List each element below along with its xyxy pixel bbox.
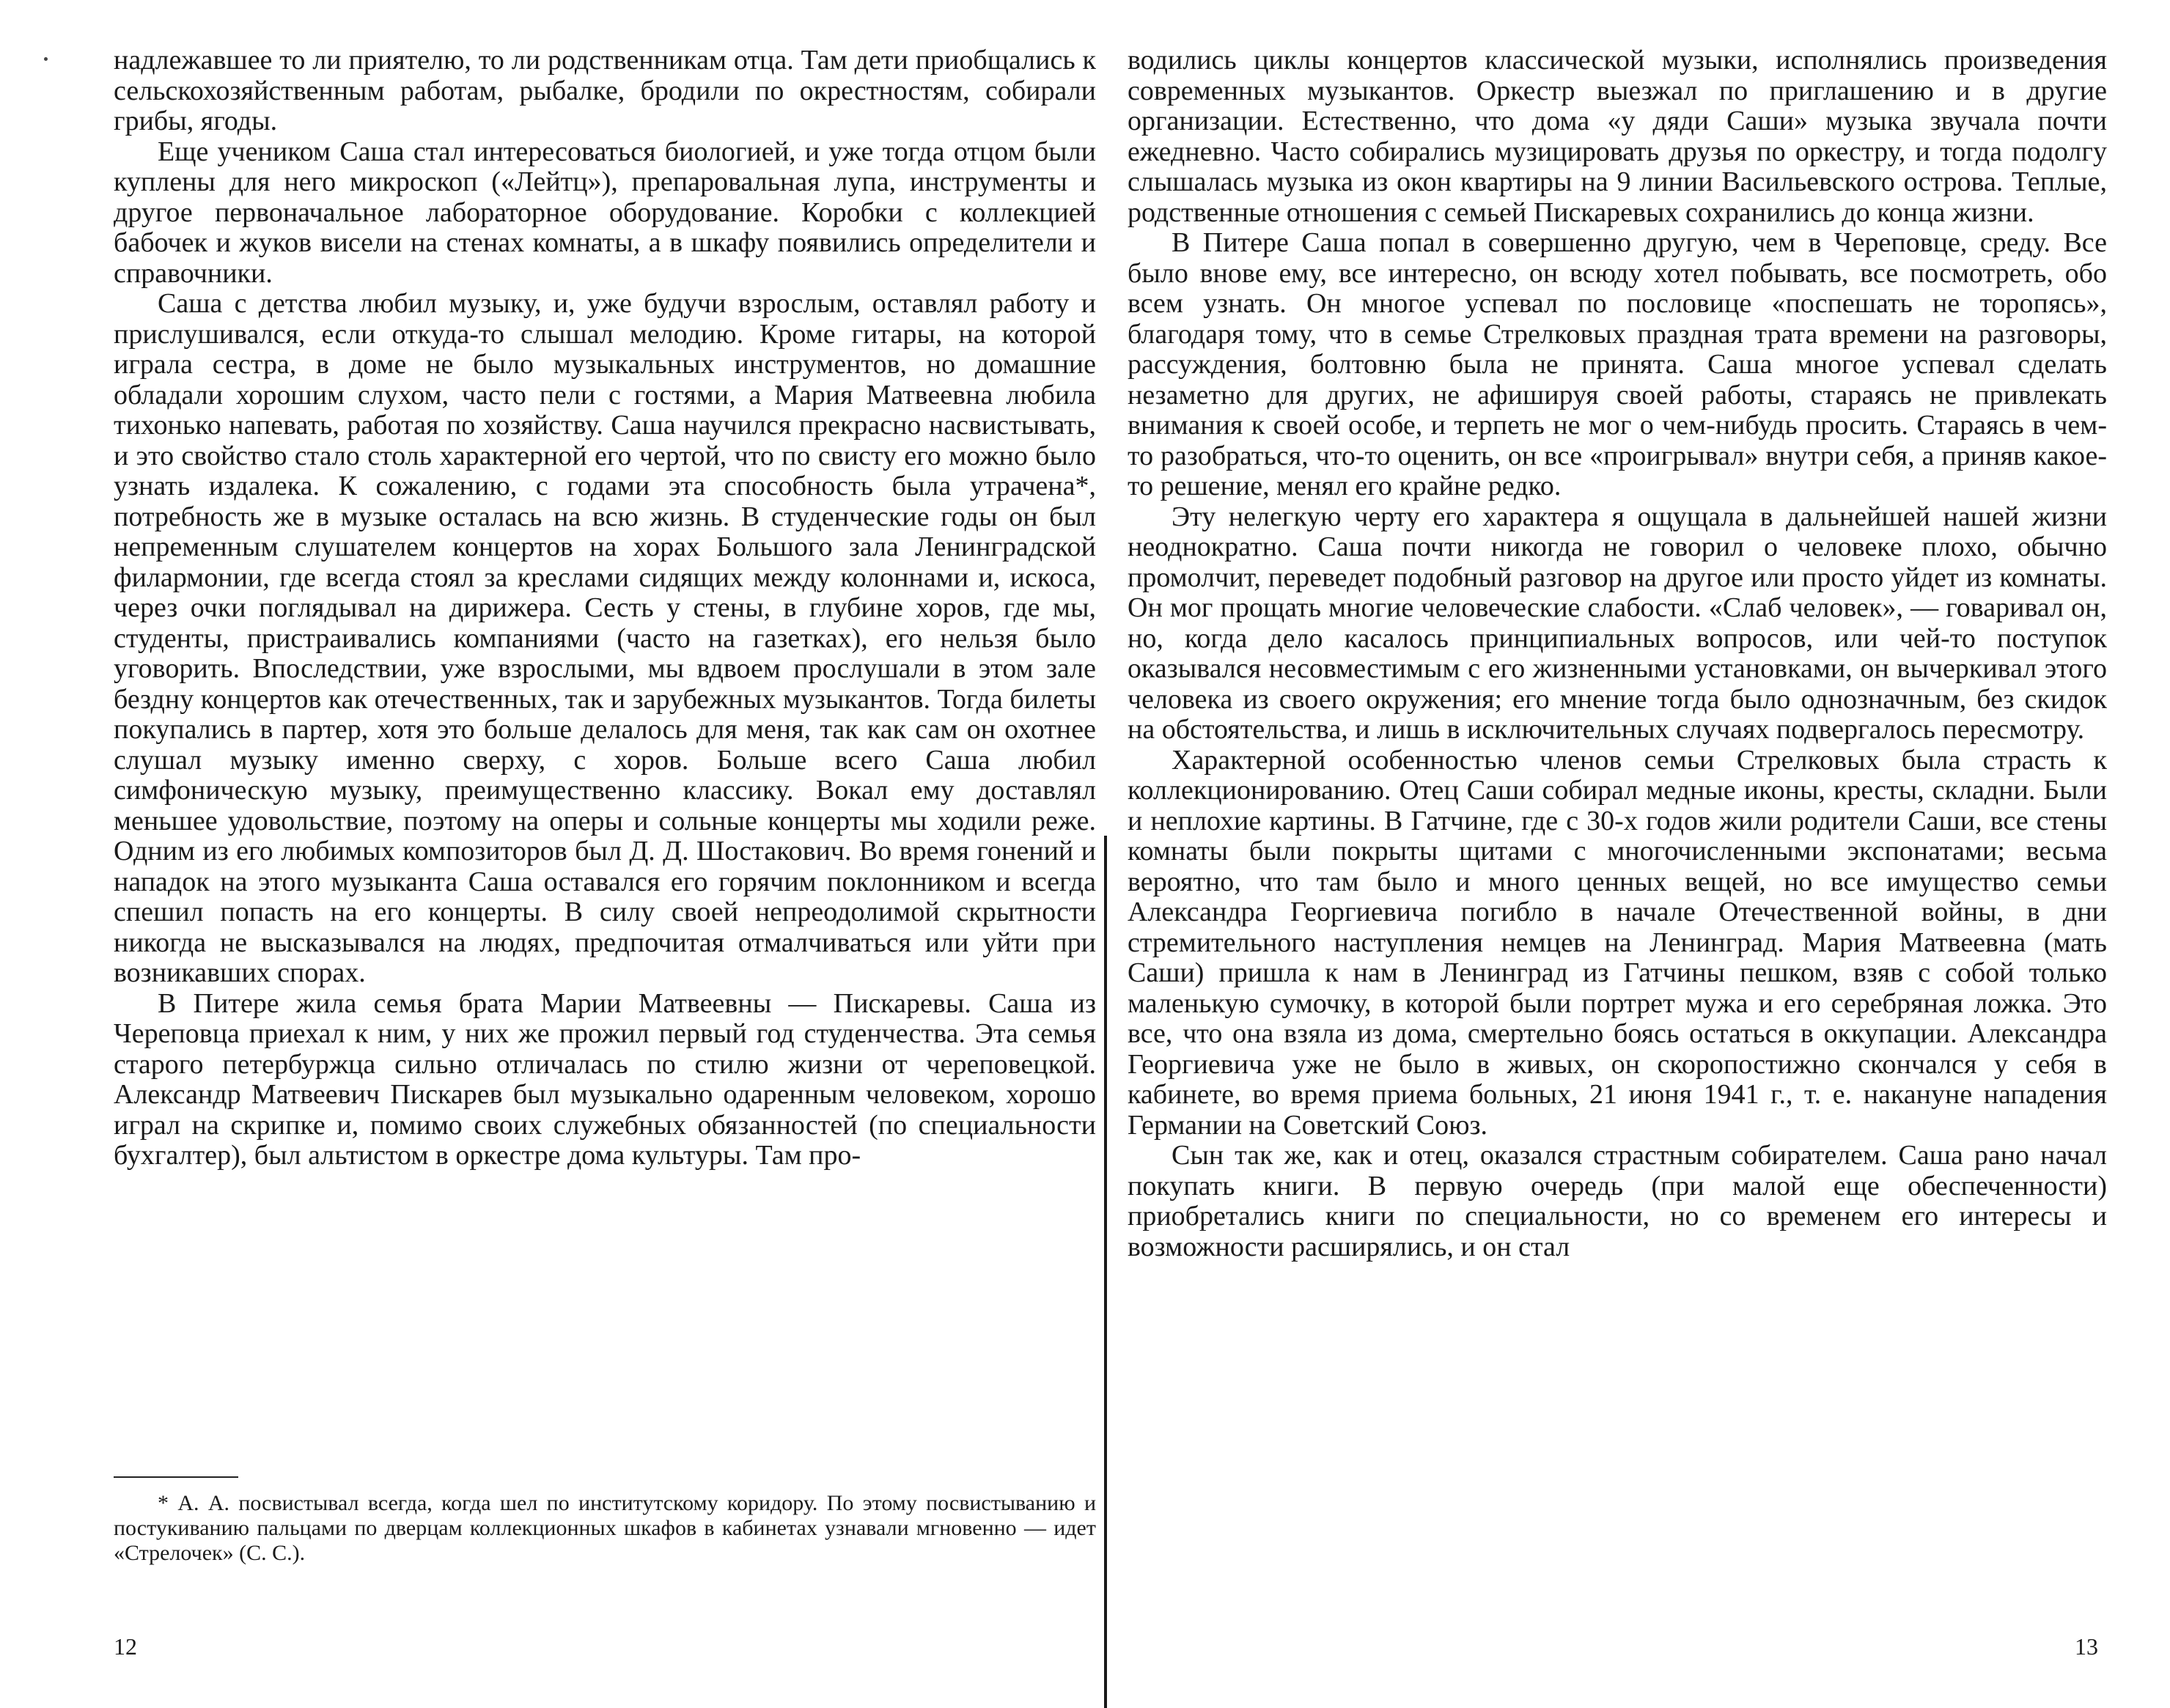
paragraph: В Питере Саша попал в совершенно другую, чем в Череповце, среду. Все было вновe ему, все интересно, он всюду хотел побывать, все посмотреть, обо всем узнать. Он многое успевал по пословице «поспешать не торопясь», благодаря тому, что в семье Стрелковых праздная трата времени на разговоры, рассуждения, болтовню была не принята. Саша многое успевал сделать незаметно для других, не афишируя своей работы, стараясь не привлекать внимания к своей особе, и терпеть не мог о чем-нибудь просить. Стараясь в чем-то разобраться, что-то оценить, он все «проигрывал» внутри себя, а приняв какое-то решение, менял его крайне редко. (1128, 227, 2107, 501)
footnote-rule (114, 1476, 238, 1478)
page-number: 12 (114, 1633, 137, 1660)
right-text-column (1106, 45, 2107, 1262)
page-number: 13 (2075, 1633, 2098, 1660)
paragraph: Сын так же, как и отец, оказался страстным собирателем. Саша рано начал покупать книги. В первую очередь (при малой еще обеспеченности) приобретались книги по специальности, но со временем его интересы и возможности расширялись, и он стал (1128, 1140, 2107, 1262)
right-page (1106, 0, 2170, 1708)
paragraph: Еще учеником Саша стал интересоваться биологией, и уже тогда отцом были куплены для него микроскоп («Лейтц»), препаровальная лупа, инструменты и другое первоначальное лабораторное оборудование. Коробки с коллекцией бабочек и жуков висели на стенах комнаты, а в шкафу появились определители и справочники. (114, 136, 1096, 289)
footnote: * А. А. посвистывал всегда, когда шел по институтскому коридору. По этому посвистыванию и постукиванию пальцами по дверцам коллекционных шкафов в кабинетах узнавали мгновенно — идет «Стрелочек» (С. С.). (114, 1491, 1096, 1565)
paragraph: водились циклы концертов классической музыки, исполнялись произведения современных музыкантов. Оркестр выезжал по приглашению и в другие организации. Естественно, что дома «у дяди Саши» музыка звучала почти ежедневно. Часто собирались музицировать друзья по оркестру, и тогда подолгу слышалась музыка из окон квартиры на 9 линии Васильевского острова. Теплые, родственные отношения с семьей Пискаревых сохранились до конца жизни. (1128, 45, 2107, 228)
paragraph: Саша с детства любил музыку, и, уже будучи взрослым, оставлял работу и прислушивался, если откуда-то слышал мелодию. Кроме гитары, на которой играла сестра, в доме не было музыкальных инструментов, но домашние обладали хорошим слухом, часто пели с гостями, а Мария Матвеевна любила тихонько напевать, работая по хозяйству. Саша научился прекрасно насвистывать, и это свойство стало столь характерной его чертой, что по свисту его можно было узнать издалека. К сожалению, с годами эта способность была утрачена*, потребность же в музыке осталась на всю жизнь. В студенческие годы он был непременным слушателем концертов на хорах Большого зала Ленинградской филармонии, где всегда стоял за креслами сидящих между колоннами и, искоса, через очки поглядывал на дирижера. Сесть у стены, в глубине хоров, где мы, студенты, пристраивались компаниями (часто на газетках), его нельзя было уговорить. Впоследствии, уже взрослыми, мы вдвоем прослушали в этом зале бездну концертов как отечественных, так и зарубежных музыкантов. Тогда билеты покупались в партер, хотя это больше делалось для меня, так как сам он охотнее слушал музыку именно сверху, с хоров. Больше всего Саша любил симфоническую музыку, преимущественно классику. Вокал ему доставлял меньшее удовольствие, поэтому на оперы и сольные концерты мы ходили реже. Одним из его любимых композиторов был Д. Д. Шостакович. Во время гонений и нападок на этого музыканта Саша оставался его горячим поклонником и всегда спешил попасть на его концерты. В силу своей непреодолимой скрытности никогда не высказывался на людях, предпочитая отмалчиваться или уйти при возникавших спорах. (114, 288, 1096, 988)
paragraph: В Питере жила семья брата Марии Матвеевны — Пискаревы. Саша из Череповца приехал к ним, у них же прожил первый год студенчества. Эта семья старого петербуржца сильно отличалась по стилю жизни от череповецкой. Александр Матвеевич Пискарев был музыкально одаренным человеком, хорошо играл на скрипке и, помимо своих служебных обязанностей (по специальности бухгалтер), был альтистом в оркестре дома культуры. Там про- (114, 987, 1096, 1171)
paragraph: Эту нелегкую черту его характера я ощущала в дальнейшей нашей жизни неоднократно. Саша почти никогда не говорил о человеке плохо, обычно промолчит, переведет подобный разговор на другое или просто уйдет из комнаты. Он мог прощать многие человеческие слабости. «Слаб человек», — говаривал он, но, когда дело касалось принципиальных вопросов, или чей-то поступок оказывался несовместимым с его жизненными установками, он вычеркивал этого человека из своего окружения; его мнение тогда было однозначным, без скидок на обстоятельства, и лишь в исключительных случаях подвергалось пересмотру. (1128, 501, 2107, 745)
left-text-column (114, 45, 1096, 1171)
paragraph: Характерной особенностью членов семьи Стрелковых была страсть к коллекционированию. Отец Саши собирал медные иконы, кресты, складни. Были и неплохие картины. В Гатчине, где с 30-х годов жили родители Саши, все стены комнаты были покрыты щитами с многочисленными экспонатами; весьма вероятно, что там было и много ценных вещей, но все имущество семьи Александра Георгиевича погибло в начале Отечественной войны, в дни стремительного наступления немцев на Ленинград. Мария Матвеевна (мать Саши) пришла к нам в Ленинград из Гатчины пешком, взяв с собой только маленькую сумочку, в которой были портрет мужа и его серебряная ложка. Это все, что она взяла из дома, смертельно боясь остаться в оккупации. Александра Георгиевича уже не было в живых, он скоропостижно скончался у себя в кабинете, во время приема больных, 21 июня 1941 г., т. е. накануне нападения Германии на Советский Союз. (1128, 744, 2107, 1141)
paragraph: надлежавшее то ли приятелю, то ли родственникам отца. Там дети приобщались к сельскохозяйственным работам, рыбалке, бродили по окрестностям, собирали грибы, ягоды. (114, 45, 1096, 136)
